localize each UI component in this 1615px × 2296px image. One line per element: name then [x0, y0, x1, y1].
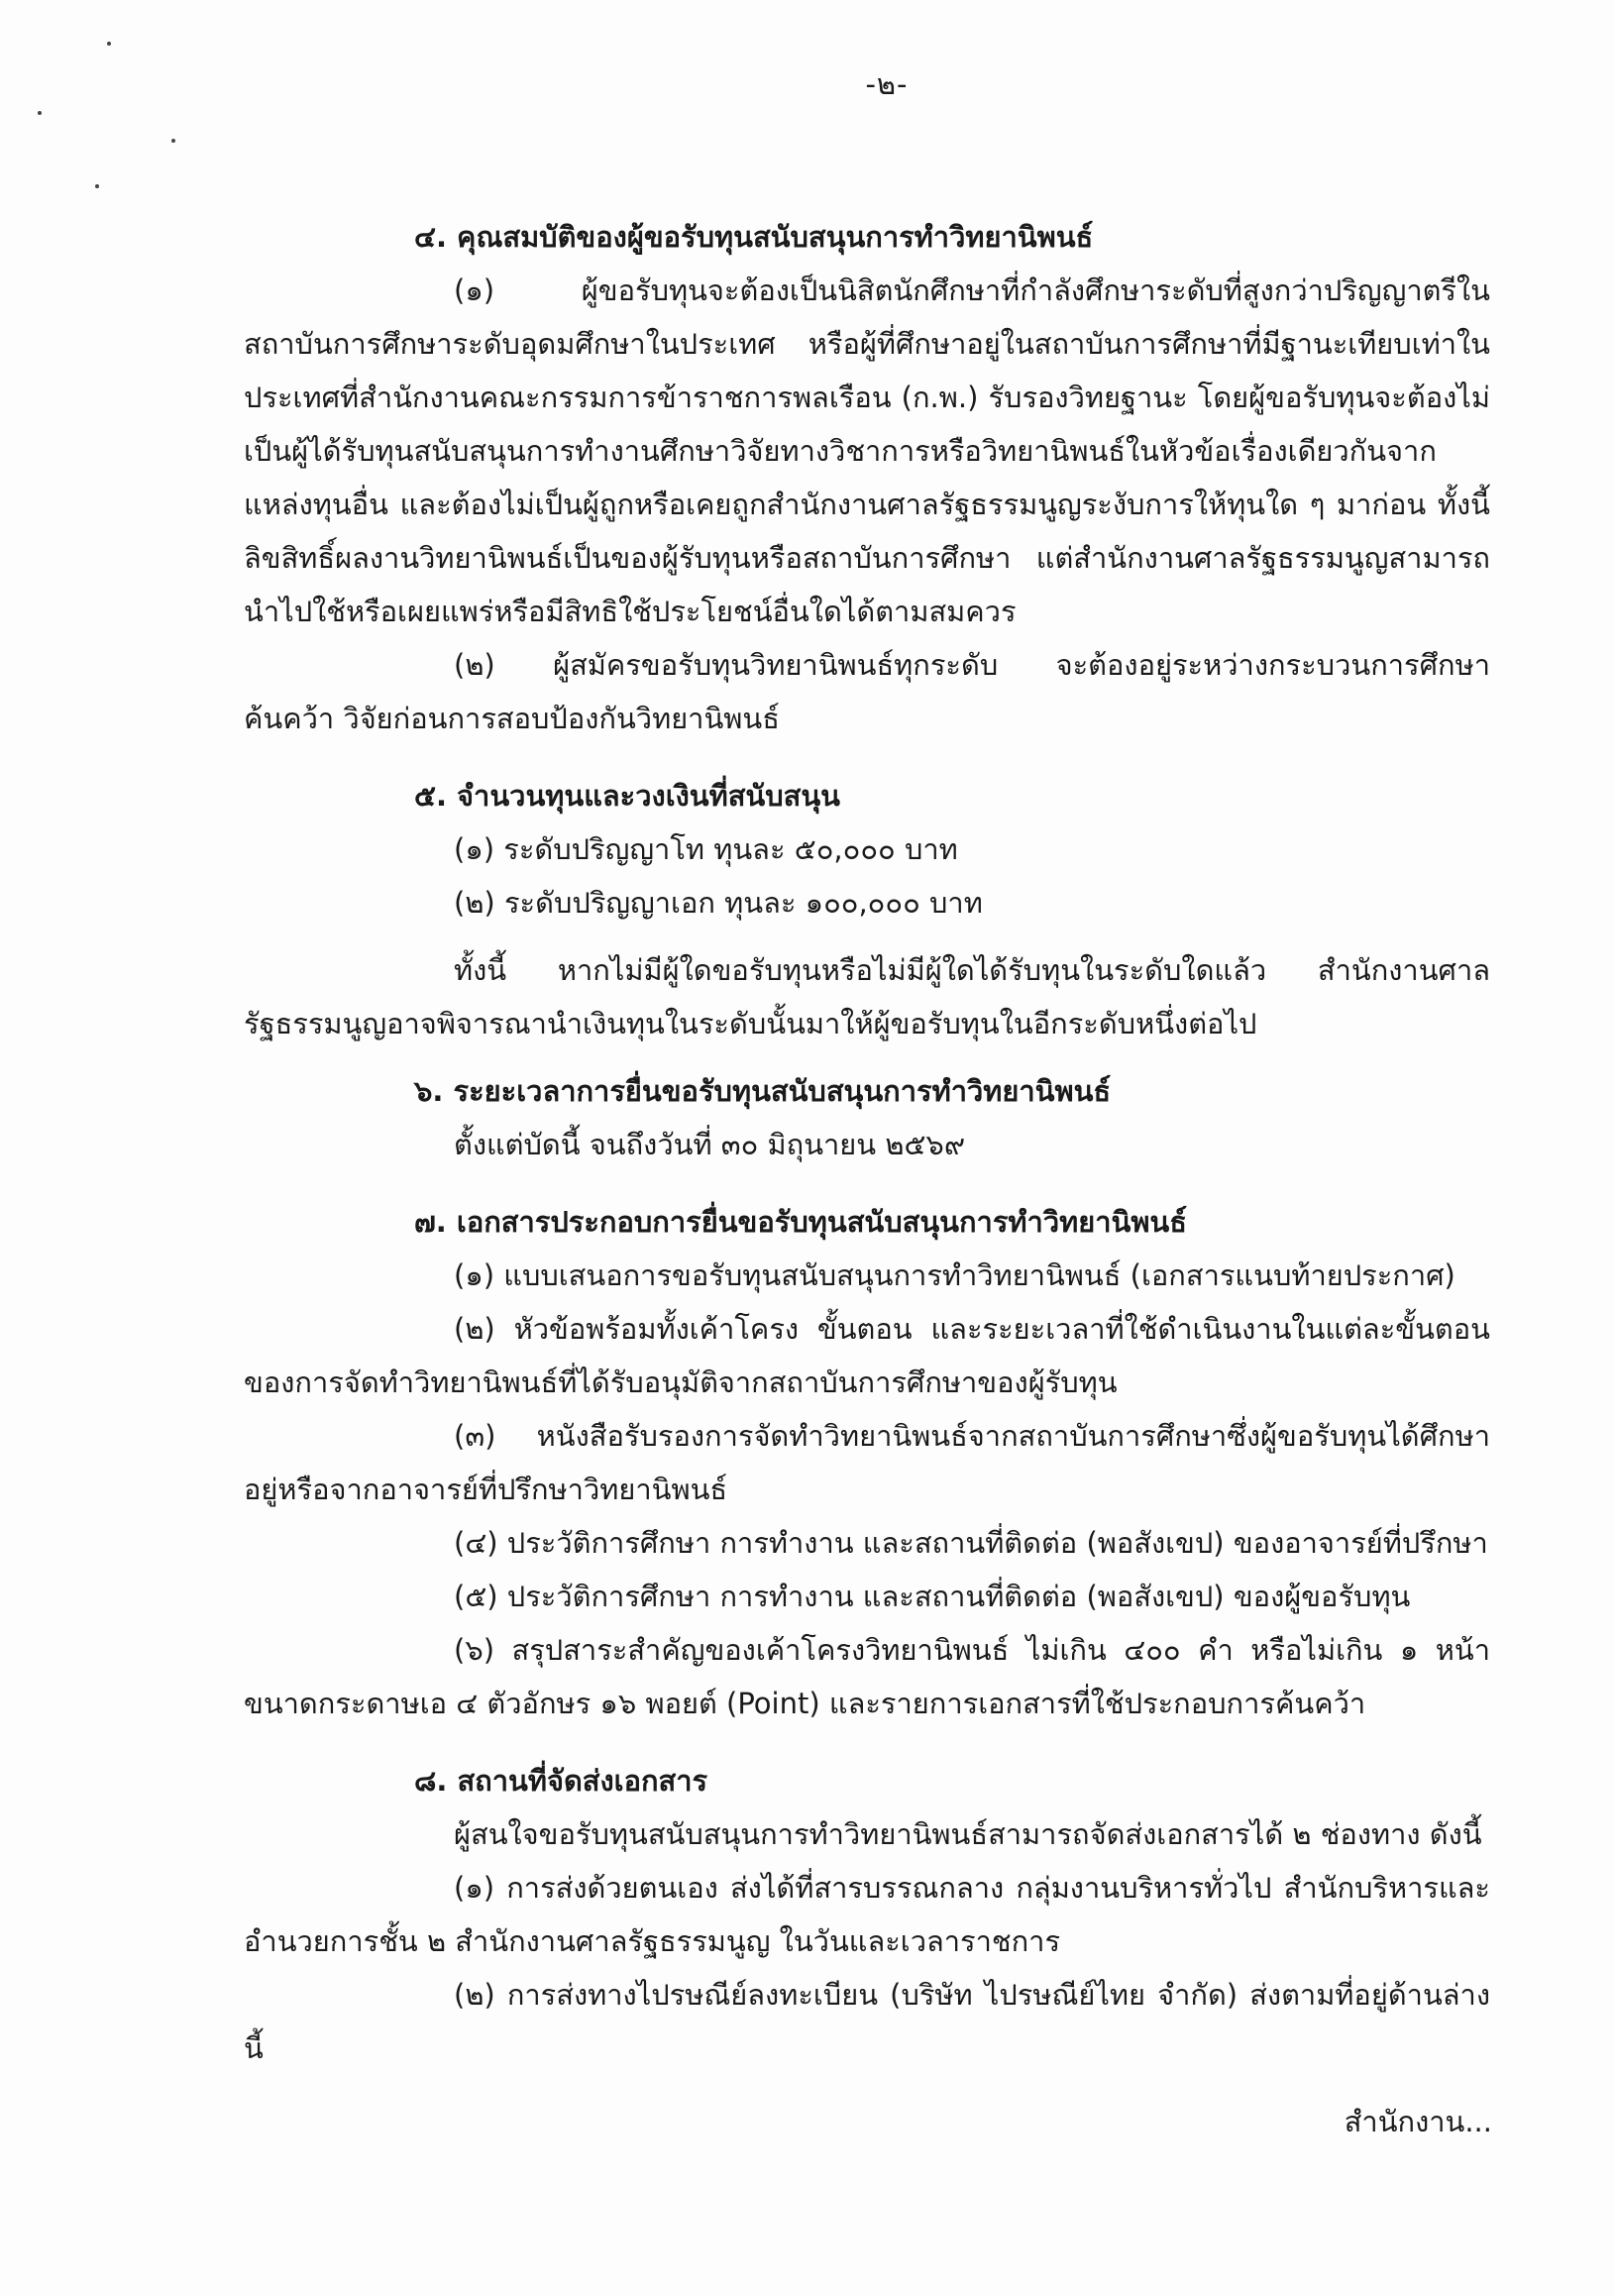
section-4-item-1: (๑) ผู้ขอรับทุนจะต้องเป็นนิสิตนักศึกษาที่กำลังศึกษาระดับที่สูงกว่าปริญญาตรีในสถาบันการศึกษาระดับอุดมศึกษาในประเทศ หรือผู้ที่ศึกษาอยู่ในสถาบันการศึกษาที่มีฐานะเทียบเท่าในประเทศที่สำนักงานคณะกรรมการข้าราชการพลเรือน (ก.พ.) รับรองวิทยฐานะ โดยผู้ขอรับทุนจะต้องไม่เป็นผู้ได้รับทุนสนับสนุนการทำงานศึกษาวิจัยทางวิชาการหรือวิทยานิพนธ์ในหัวข้อเรื่องเดียวกันจากแหล่งทุนอื่น และต้องไม่เป็นผู้ถูกหรือเคยถูกสำนักงานศาลรัฐธรรมนูญระงับการให้ทุนใด ๆ มาก่อน ทั้งนี้ ลิขสิทธิ์ผลงานวิทยานิพนธ์เป็นของผู้รับทุนหรือสถาบันการศึกษา แต่สำนักงานศาลรัฐธรรมนูญสามารถนำไปใช้หรือเผยแพร่หรือมีสิทธิใช้ประโยชน์อื่นใดได้ตามสมควร [244, 273, 1490, 628]
section-6-heading: ๖. ระยะเวลาการยื่นขอรับทุนสนับสนุนการทำวิทยานิพนธ์ [414, 1074, 1112, 1108]
section-7-item-1: (๑) แบบเสนอการขอรับทุนสนับสนุนการทำวิทยานิพนธ์ (เอกสารแนบท้ายประกาศ) [454, 1258, 1455, 1292]
section-5-heading: ๕. จำนวนทุนและวงเงินที่สนับสนุน [414, 779, 840, 813]
page-number: -๒- [865, 67, 909, 101]
scan-speck [38, 111, 42, 115]
scan-speck [171, 139, 175, 143]
section-7-item-4: (๔) ประวัติการศึกษา การทำงาน และสถานที่ติดต่อ (พอสังเขป) ของอาจารย์ที่ปรึกษา [454, 1526, 1488, 1560]
section-5-item-2: (๒) ระดับปริญญาเอก ทุนละ ๑๐๐,๐๐๐ บาท [454, 886, 983, 920]
section-7-item-3: (๓) หนังสือรับรองการจัดทำวิทยานิพนธ์จากสถาบันการศึกษาซึ่งผู้ขอรับทุนได้ศึกษาอยู่หรือจากอาจารย์ที่ปรึกษาวิทยานิพนธ์ [244, 1419, 1490, 1506]
section-8-item-1: (๑) การส่งด้วยตนเอง ส่งได้ที่สารบรรณกลาง กลุ่มงานบริหารทั่วไป สำนักบริหารและอำนวยการชั้น ๒ สำนักงานศาลรัฐธรรมนูญ ในวันและเวลาราชการ [244, 1871, 1490, 1958]
continuation-marker: สำนักงาน... [1344, 2105, 1492, 2138]
section-4-heading: ๔. คุณสมบัติของผู้ขอรับทุนสนับสนุนการทำวิทยานิพนธ์ [414, 220, 1094, 254]
scan-speck [107, 42, 111, 46]
section-8-heading: ๘. สถานที่จัดส่งเอกสาร [414, 1764, 708, 1798]
scan-speck [95, 184, 99, 188]
section-5-item-1: (๑) ระดับปริญญาโท ทุนละ ๕๐,๐๐๐ บาท [454, 832, 958, 866]
section-7-item-5: (๕) ประวัติการศึกษา การทำงาน และสถานที่ติดต่อ (พอสังเขป) ของผู้ขอรับทุน [454, 1580, 1411, 1613]
section-7-item-6: (๖) สรุปสาระสำคัญของเค้าโครงวิทยานิพนธ์ ไม่เกิน ๔๐๐ คำ หรือไม่เกิน ๑ หน้า ขนาดกระดาษเอ ๔ ตัวอักษร ๑๖ พอยต์ (Point) และรายการเอกสารที่ใช้ประกอบการค้นคว้า [244, 1633, 1490, 1720]
section-6-text: ตั้งแต่บัดนี้ จนถึงวันที่ ๓๐ มิถุนายน ๒๕๖๙ [454, 1128, 966, 1161]
section-7-heading: ๗. เอกสารประกอบการยื่นขอรับทุนสนับสนุนการทำวิทยานิพนธ์ [414, 1205, 1187, 1239]
section-7-item-2: (๒) หัวข้อพร้อมทั้งเค้าโครง ขั้นตอน และระยะเวลาที่ใช้ดำเนินงานในแต่ละขั้นตอนของการจัดทำวิทยานิพนธ์ที่ได้รับอนุมัติจากสถาบันการศึกษาของผู้รับทุน [244, 1312, 1490, 1399]
section-4-item-2: (๒) ผู้สมัครขอรับทุนวิทยานิพนธ์ทุกระดับ จะต้องอยู่ระหว่างกระบวนการศึกษา ค้นคว้า วิจัยก่อนการสอบป้องกันวิทยานิพนธ์ [244, 648, 1490, 735]
document-body [244, 210, 1490, 2075]
section-8-intro: ผู้สนใจขอรับทุนสนับสนุนการทำวิทยานิพนธ์สามารถจัดส่งเอกสารได้ ๒ ช่องทาง ดังนี้ [454, 1817, 1482, 1851]
section-8-item-2: (๒) การส่งทางไปรษณีย์ลงทะเบียน (บริษัท ไปรษณีย์ไทย จำกัด) ส่งตามที่อยู่ด้านล่างนี้ [244, 1978, 1490, 2065]
section-5-note: ทั้งนี้ หากไม่มีผู้ใดขอรับทุนหรือไม่มีผู้ใดได้รับทุนในระดับใดแล้ว สำนักงานศาลรัฐธรรมนูญอาจพิจารณานำเงินทุนในระดับนั้นมาให้ผู้ขอรับทุนในอีกระดับหนึ่งต่อไป [244, 953, 1490, 1040]
